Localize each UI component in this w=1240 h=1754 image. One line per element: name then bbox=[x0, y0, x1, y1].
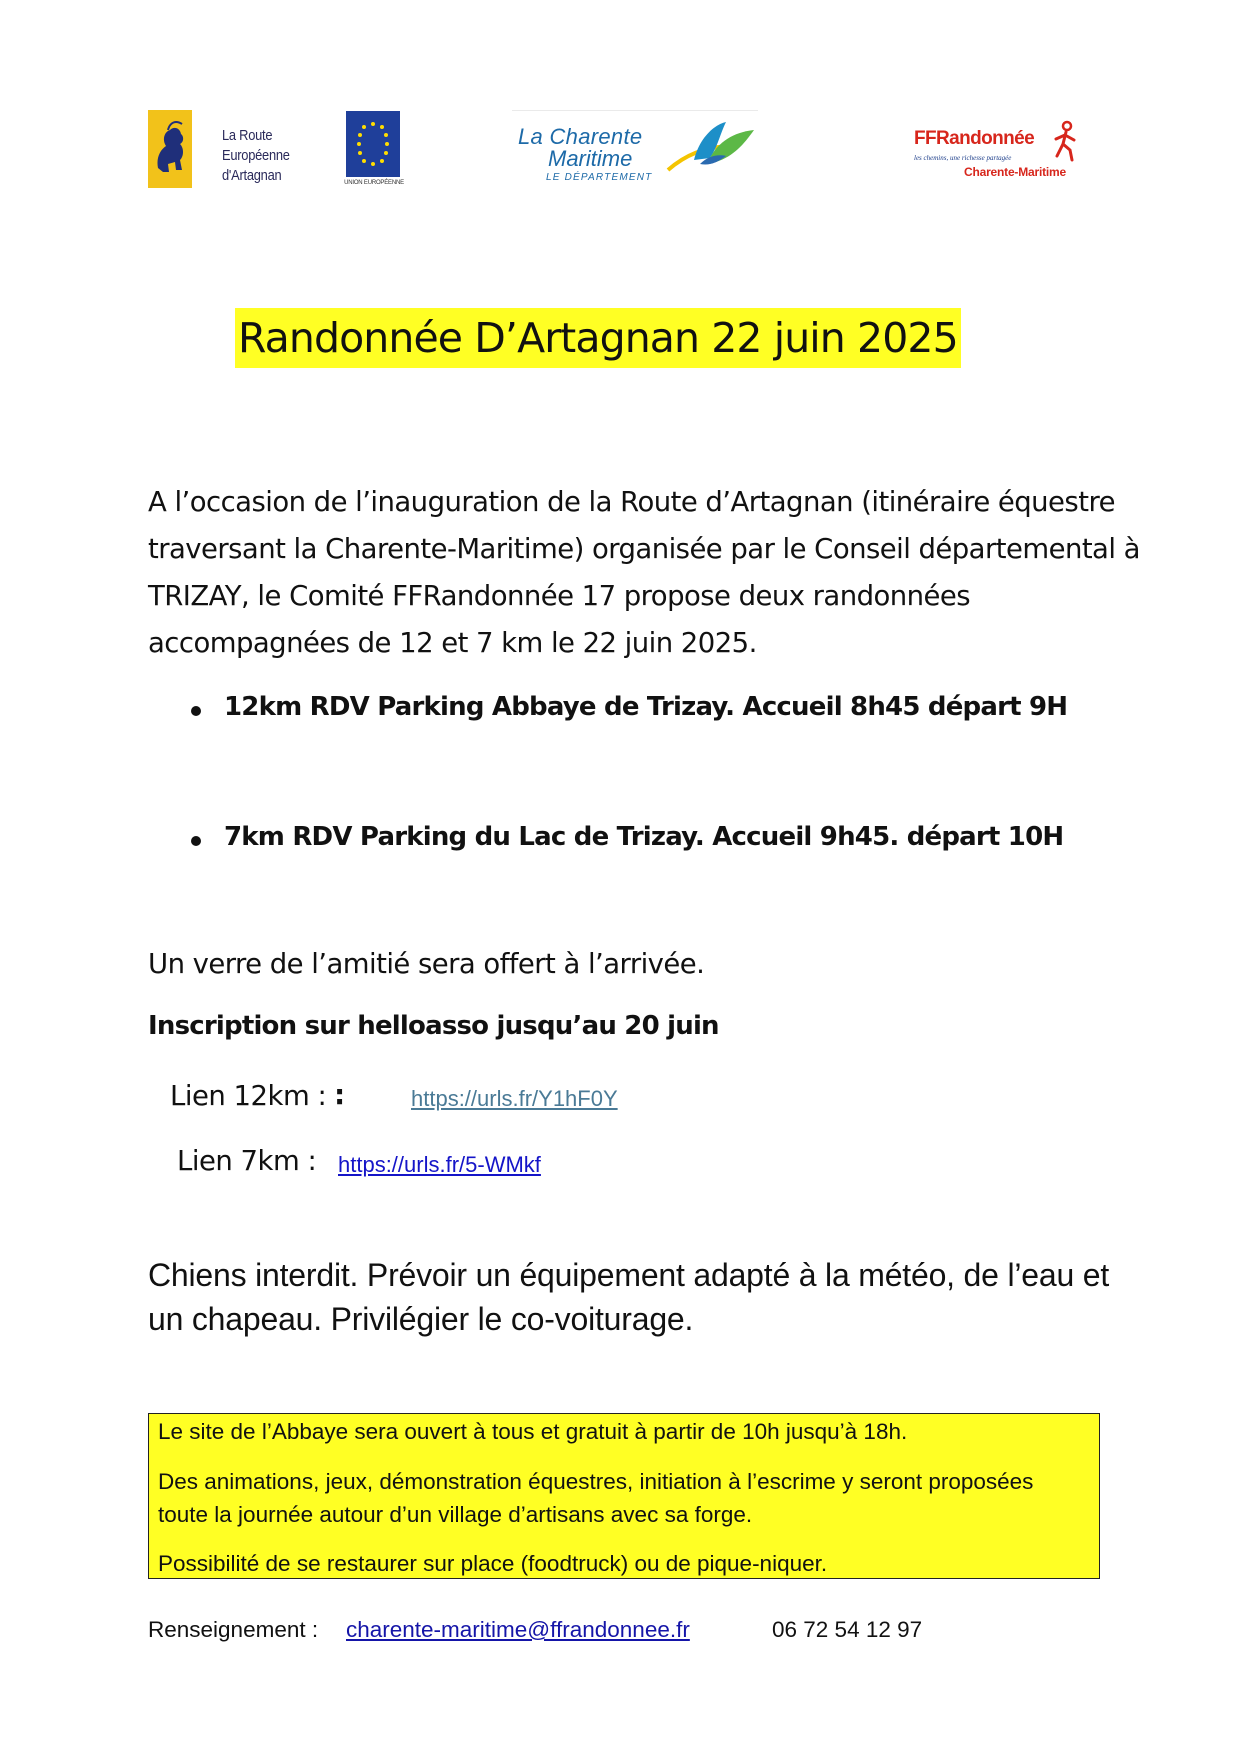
charente-logo-line3: LE DÉPARTEMENT bbox=[546, 172, 653, 183]
artagnan-logo-line2: d'Artagnan bbox=[222, 167, 282, 184]
charente-logo-line1: La Charente bbox=[518, 124, 643, 149]
info-box-line-opening: Le site de l’Abbaye sera ouvert à tous et gratuit à partir de 10h jusqu’à 18h. bbox=[158, 1419, 908, 1444]
artagnan-horse-emblem bbox=[148, 110, 192, 188]
footer-email-link[interactable]: charente-maritime@ffrandonnee.fr bbox=[346, 1617, 690, 1642]
page-title: Randonnée D’Artagnan 22 juin 2025 bbox=[235, 308, 961, 368]
eu-caption: UNION EUROPÉENNE bbox=[344, 180, 404, 186]
ff-prefix: FF bbox=[914, 128, 937, 149]
link-12km-extra-colon: : bbox=[334, 1078, 346, 1111]
link-7km-url[interactable]: https://urls.fr/5-WMkf bbox=[338, 1152, 541, 1177]
ffrandonnee-slogan: les chemins, une richesse partagée bbox=[914, 154, 1012, 162]
bullet-marker-icon bbox=[191, 706, 201, 716]
ffrandonnee-wordmark bbox=[914, 128, 1034, 150]
footer-label: Renseignement : bbox=[148, 1617, 319, 1642]
artagnan-logo-line1: La Route Européenne bbox=[222, 127, 290, 164]
inscription-heading: Inscription sur helloasso jusqu’au 20 juin bbox=[148, 1011, 719, 1041]
link-12km-url[interactable]: https://urls.fr/Y1hF0Y bbox=[411, 1086, 618, 1111]
bullet-item-12km: 12km RDV Parking Abbaye de Trizay. Accueil 8h45 départ 9H bbox=[224, 692, 1068, 722]
charente-logo-line2: Maritime bbox=[548, 146, 633, 171]
info-box-line-food: Possibilité de se restaurer sur place (foodtruck) ou de pique-niquer. bbox=[158, 1551, 828, 1576]
intro-paragraph: A l’occasion de l’inauguration de la Route d’Artagnan (itinéraire équestre traversant la Charente-Maritime) organisée par le Conseil départemental à TRIZAY, le Comité FFRandonnée 17 propose deux randonnées accompagnées de 12 et 7 km le 22 juin 2025. bbox=[148, 486, 1140, 659]
footer-phone: 06 72 54 12 97 bbox=[772, 1617, 923, 1642]
eu-flag-icon bbox=[346, 111, 400, 177]
artagnan-logo-text bbox=[222, 126, 325, 186]
ff-rando: Randonnée bbox=[936, 128, 1035, 149]
ffrandonnee-region: Charente-Maritime bbox=[964, 165, 1066, 179]
bullet-marker-icon bbox=[191, 836, 201, 846]
link-12km-label: Lien 12km : bbox=[170, 1080, 327, 1112]
hiker-icon bbox=[1052, 120, 1080, 162]
practical-info-paragraph: Chiens interdit. Prévoir un équipement adapté à la météo, de l’eau et un chapeau. Privilégier le co-voiturage. bbox=[148, 1257, 1110, 1337]
link-7km-label: Lien 7km : bbox=[177, 1145, 317, 1177]
charente-bird-icon bbox=[664, 116, 758, 182]
info-box-line-animations: Des animations, jeux, démonstration équestres, initiation à l’escrime y seront proposées toute la journée autour d’un village d’artisans avec sa forge. bbox=[158, 1469, 1034, 1527]
verre-amitie-text: Un verre de l’amitié sera offert à l’arrivée. bbox=[148, 948, 705, 980]
bullet-item-7km: 7km RDV Parking du Lac de Trizay. Accueil 9h45. départ 10H bbox=[224, 822, 1064, 852]
